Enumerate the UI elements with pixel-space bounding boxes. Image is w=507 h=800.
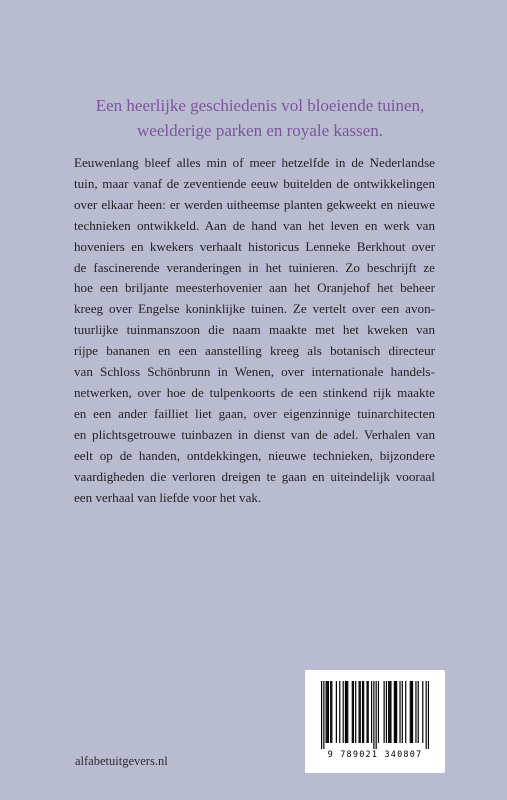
barcode-bar [388,681,389,743]
tagline [60,93,460,143]
barcode [305,670,445,773]
barcode-bar [405,681,406,743]
barcode-bar [411,681,412,743]
barcode-bar [402,681,403,743]
barcode-bar [371,681,372,743]
barcode-bar [366,681,367,743]
barcode-bar [360,681,361,743]
barcode-bar [399,681,400,743]
tagline-line-2: weelderige parken en royale kassen. [137,121,383,140]
blurb-line: technieken ontwikkeld. Aan de hand van het leven en werk van [74,217,435,233]
barcode-bar [339,681,340,743]
barcode-bar [376,681,377,749]
blurb-line: en een ander failliet liet gaan, over eigenzinnige tuinarchitecten [74,405,435,421]
blurb-line: de fascinerende veranderingen in het tuinieren. Zo beschrijft ze [74,259,435,275]
barcode-bars [321,681,429,749]
barcode-bar [355,681,356,743]
barcode-bar [390,681,391,743]
tagline-line-1: Een heerlijke geschiedenis vol bloeiende tuinen, [95,96,425,115]
blurb-line: kreeg over Engelse koninklijke tuinen. Ze vertelt over een avon- [74,301,435,317]
blurb-text [74,153,435,508]
blurb-line: van Schloss Schönbrunn in Wenen, over internationale handels- [74,364,435,380]
barcode-bar [426,681,427,749]
barcode-bar [331,681,332,743]
blurb-line: hoveniers en kwekers verhaalt historicus Lenneke Berkhout over [74,238,435,254]
barcode-bar [363,681,364,743]
blurb-line: vaardigheden die verloren dreigen te gaan en uiteindelijk vooraal [74,468,435,484]
barcode-bar [428,681,429,749]
barcode-bar [327,681,328,743]
barcode-bar [359,681,360,743]
blurb-line: en plichtsgetrouwe tuinbazen in dienst van de adel. Verhalen van [74,426,435,442]
barcode-bar [396,681,397,743]
barcode-bar [415,681,416,743]
blurb-line: eelt op de handen, ontdekkingen, nieuwe technieken, bijzondere [74,447,435,463]
barcode-bar [353,681,354,743]
barcode-bar [345,681,346,743]
barcode-bar [418,681,419,743]
barcode-bar [328,681,329,743]
barcode-bar [410,681,411,743]
barcode-bar [330,681,331,743]
blurb-line: over elkaar heen: er werden uitheemse planten gekweekt en nieuwe [74,196,435,212]
barcode-bar [394,681,395,743]
barcode-bar [352,681,353,743]
blurb-line: Eeuwenlang bleef alles min of meer hetzelfde in de Nederlandse [74,155,435,170]
barcode-bar [321,681,322,749]
barcode-bar [343,681,344,743]
barcode-bar [395,681,396,743]
blurb-line: hoe een briljante meesterhovenier aan het Oranjehof het beheer [74,280,435,296]
barcode-bar [368,681,369,743]
barcode-bar [412,681,413,743]
barcode-bar [378,681,379,743]
barcode-bar [373,681,374,749]
isbn-number: 9 789021 340807 [327,750,423,760]
barcode-bar [336,681,337,743]
barcode-bar [362,681,363,743]
barcode-bar [384,681,385,743]
blurb-line: tuin, maar vanaf de zeventiende eeuw buitelden de ontwikkelingen [74,175,435,191]
barcode-bar [326,681,327,743]
barcode-bar [389,681,390,743]
barcode-bar [422,681,423,743]
barcode-bar [347,681,348,743]
barcode-bar [346,681,347,743]
barcode-bar [386,681,387,743]
blurb-line: rijpe bananen en een aanstelling kreeg als botanisch directeur [74,343,435,359]
barcode-bar [323,681,324,749]
blurb-line: een verhaal van liefde voor het vak. [74,489,262,505]
blurb-line: netwerken, over hoe de tulpenkoorts de een stinkend rijk maakte [74,384,435,400]
blurb-line: tuurlijke tuinmanszoon die naam maakte met het kweken van [74,322,435,338]
publisher-url: alfabetuitgevers.nl [75,754,168,768]
